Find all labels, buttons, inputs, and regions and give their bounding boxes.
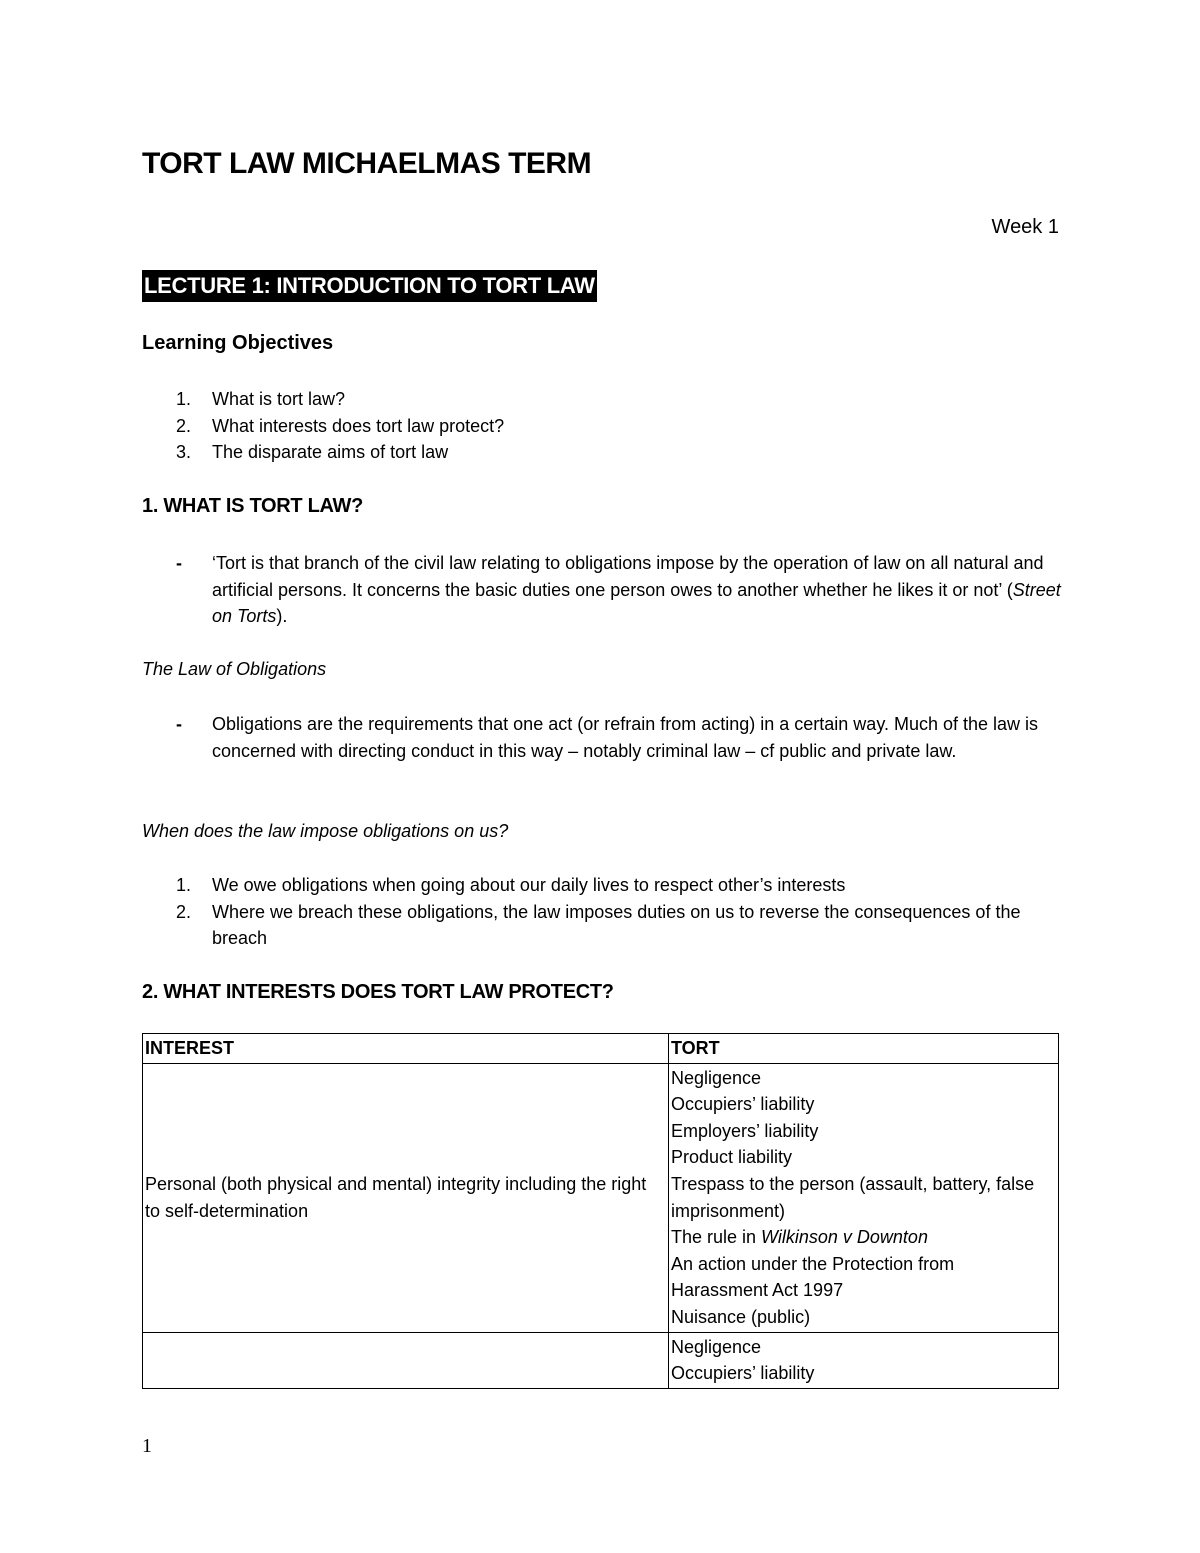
list-number: 2. (176, 901, 192, 922)
torts-cell (669, 1063, 1059, 1332)
bullet-text: Obligations are the requirements that one act (or refrain from acting) in a certain way. Much of the law is concerned with directing conduct in this way – notably criminal law – cf public and private law. (212, 714, 1039, 761)
list-number: 1. (176, 389, 192, 409)
interest-cell: Personal (both physical and mental) integrity including the right to self-determination (143, 1063, 669, 1332)
learning-objectives-list (142, 386, 1062, 466)
list-item (142, 413, 1062, 440)
tort-item: Employers’ liability (671, 1120, 819, 1141)
tort-item: An action under the Protection from Harassment Act 1997 (671, 1253, 955, 1301)
interests-table (142, 1033, 1059, 1389)
list-item-text: What interests does tort law protect? (212, 415, 505, 436)
list-item (142, 872, 1062, 899)
tort-item: Trespass to the person (assault, battery, false imprisonment) (671, 1173, 1035, 1221)
torts-cell (669, 1332, 1059, 1388)
section-2-heading: 2. WHAT INTERESTS DOES TORT LAW PROTECT? (142, 981, 614, 1003)
list-item (142, 386, 1062, 413)
list-item (142, 899, 1062, 952)
tort-item: Occupiers’ liability (671, 1363, 815, 1384)
list-number: 2. (176, 415, 192, 436)
bullet-text (142, 550, 1062, 630)
table-row (143, 1332, 1059, 1388)
tort-column-header: TORT (669, 1034, 1059, 1064)
bullet-dash: - (176, 714, 182, 734)
tort-item: Negligence (671, 1067, 762, 1088)
week-label: Week 1 (991, 216, 1059, 238)
bullet-dash: - (176, 553, 182, 573)
page-number: 1 (142, 1435, 152, 1457)
tort-item: Product liability (671, 1147, 793, 1168)
list-item-text: Where we breach these obligations, the law imposes duties on us to reverse the consequences of the breach (212, 901, 1021, 948)
document-title: TORT LAW MICHAELMAS TERM (142, 147, 592, 180)
tort-item: Occupiers’ liability (671, 1094, 815, 1115)
interest-cell (143, 1332, 669, 1388)
lecture-heading: LECTURE 1: INTRODUCTION TO TORT LAW (142, 270, 597, 302)
tort-item-wilkinson (671, 1224, 1056, 1251)
tort-item: Negligence (671, 1336, 762, 1357)
quote-end: ). (276, 606, 288, 626)
interest-column-header: INTEREST (143, 1034, 669, 1064)
table-row (143, 1063, 1059, 1332)
list-number: 1. (176, 875, 192, 895)
tort-item: Nuisance (public) (671, 1306, 811, 1327)
learning-objectives-heading: Learning Objectives (142, 332, 334, 354)
source-title: Street on Torts (212, 579, 1061, 626)
list-item-text: We owe obligations when going about our daily lives to respect other’s interests (212, 875, 846, 895)
list-number: 3. (176, 442, 192, 462)
quote-text: ‘Tort is that branch of the civil law relating to obligations impose by the operation of law on all natural and artificial persons. It concerns the basic duties one person owes to another whether he likes it or not’ ( (212, 553, 1044, 600)
law-of-obligations-subheading: The Law of Obligations (142, 659, 327, 679)
list-item-text: The disparate aims of tort law (212, 442, 449, 462)
list-item (142, 439, 1062, 466)
obligations-list (142, 872, 1062, 952)
definition-bullet (142, 550, 1062, 630)
section-1-heading: 1. WHAT IS TORT LAW? (142, 495, 364, 517)
wilkinson-prefix: The rule in (671, 1227, 762, 1248)
list-item-text: What is tort law? (212, 389, 346, 409)
table-header-row (143, 1034, 1059, 1064)
case-name: Wilkinson v Downton (761, 1227, 928, 1248)
obligations-bullet (142, 711, 1062, 764)
when-obligations-subheading: When does the law impose obligations on us? (142, 821, 509, 841)
